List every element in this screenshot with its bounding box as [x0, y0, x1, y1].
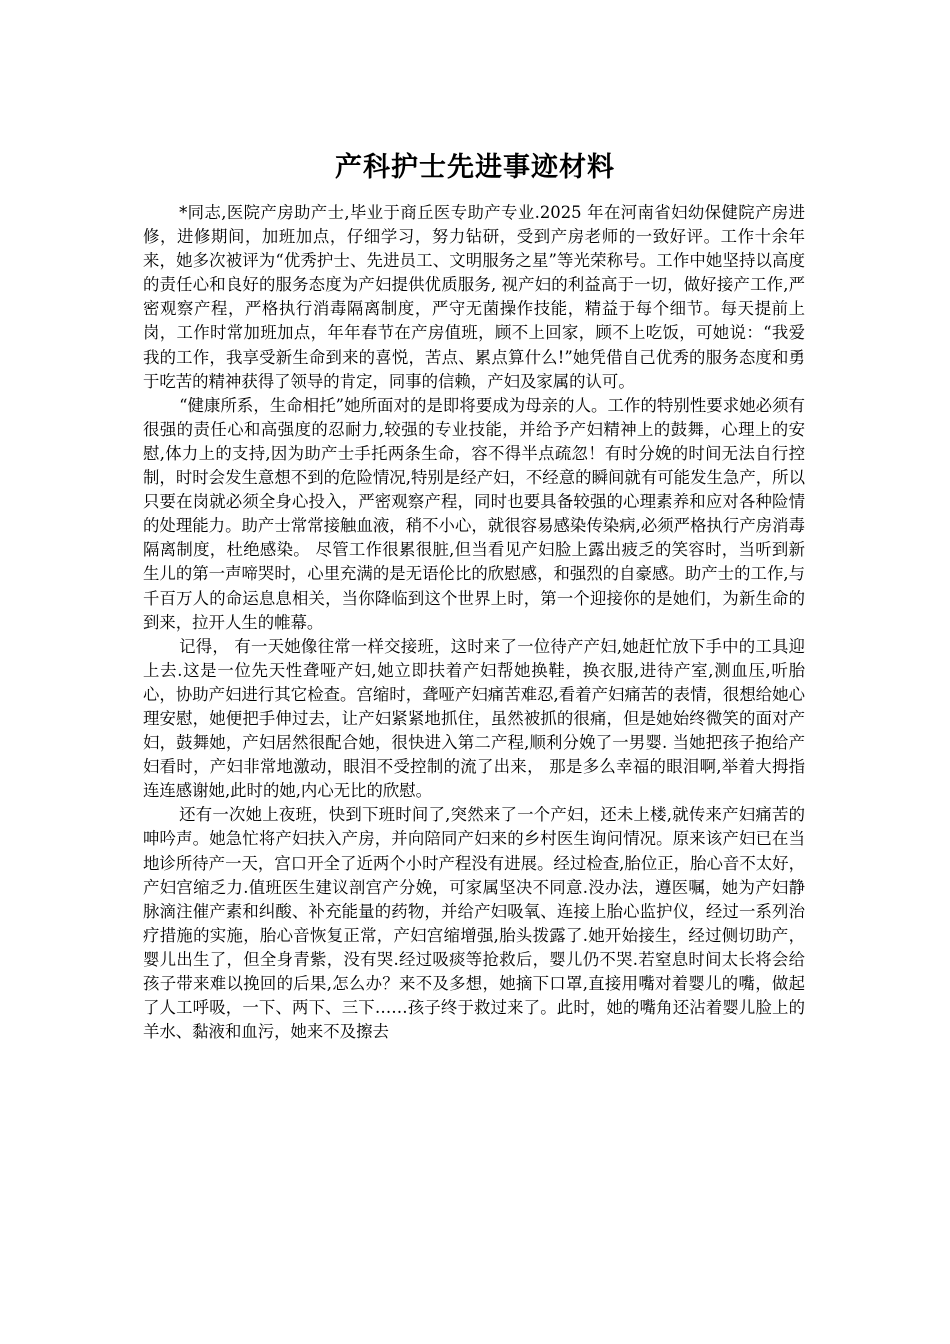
document-title: 产科护士先进事迹材料 — [335, 152, 615, 184]
document-body — [143, 201, 805, 1044]
paragraph-4: 还有一次她上夜班，快到下班时间了,突然来了一个产妇，还未上楼,就传来产妇痛苦的呻吟声。她急忙将产妇扶入产房，并向陪同产妇来的乡村医生询问情况。原来该产妇已在当地诊所待产一天，宫口开全了近两个小时产程没有进展。经过检查,胎位正，胎心音不太好，产妇宫缩乏力.值班医生建议剖宫产分娩，可家属坚决不同意.没办法，遵医嘱，她为产妇静脉滴注催产素和纠酸、补充能量的药物，并给产妇吸氧、连接上胎心监护仪，经过一系列治疗措施的实施，胎心音恢复正常，产妇宫缩增强,胎头拨露了.她开始接生，经过侧切助产，婴儿出生了，但全身青紫，没有哭.经过吸痰等抢救后，婴儿仍不哭.若窒息时间太长将会给孩子带来难以挽回的后果,怎么办？来不及多想，她摘下口罩,直接用嘴对着婴儿的嘴，做起了人工呼吸，一下、两下、三下……孩子终于救过来了。此时，她的嘴角还沾着婴儿脸上的羊水、黏液和血污，她来不及擦去 — [143, 805, 805, 1042]
paragraph-2: “健康所系，生命相托”她所面对的是即将要成为母亲的人。工作的特别性要求她必须有很强的责任心和高强度的忍耐力,较强的专业技能，并给予产妇精神上的鼓舞，心理上的安慰,体力上的支持,因为助产士手托两条生命，容不得半点疏忽！有时分娩的时间无法自行控制，时时会发生意想不到的危险情况,特别是经产妇，不经意的瞬间就有可能发生急产，所以只要在岗就必须全身心投入，严密观察产程，同时也要具备较强的心理素养和应对各种险情的处理能力。助产士常常接触血液，稍不小心，就很容易感染传染病,必须严格执行产房消毒隔离制度，杜绝感染。 尽管工作很累很脏,但当看见产妇脸上露出疲乏的笑容时，当听到新生儿的第一声啼哭时，心里充满的是无语伦比的欣慰感，和强烈的自豪感。助产士的工作,与千百万人的命运息息相关，当你降临到这个世界上时，第一个迎接你的是她们，为新生命的到来，拉开人生的帷幕。 — [143, 395, 805, 632]
paragraph-1: *同志,医院产房助产士,毕业于商丘医专助产专业.2025 年在河南省妇幼保健院产房进修，进修期间，加班加点，仔细学习，努力钻研，受到产房老师的一致好评。工作十余年来，她多次被评为“优秀护士、先进员工、文明服务之星”等光荣称号。工作中她坚持以高度的责任心和良好的服务态度为产妇提供优质服务, 视产妇的利益高于一切，做好接产工作,严密观察产程，严格执行消毒隔离制度，严守无菌操作技能，精益于每个细节。每天提前上岗，工作时常加班加点，年年春节在产房值班，顾不上回家，顾不上吃饭，可她说：“我爱我的工作，我享受新生命到来的喜悦，苦点、累点算什么!”她凭借自己优秀的服务态度和勇于吃苦的精神获得了领导的肯定，同事的信赖，产妇及家属的认可。 — [143, 203, 805, 391]
paragraph-3: 记得， 有一天她像往常一样交接班，这时来了一位待产产妇,她赶忙放下手中的工具迎上去.这是一位先天性聋哑产妇,她立即扶着产妇帮她换鞋，换衣服,进待产室,测血压,听胎心，协助产妇进行其它检查。宫缩时，聋哑产妇痛苦难忍,看着产妇痛苦的表情，很想给她心理安慰，她便把手伸过去，让产妇紧紧地抓住，虽然被抓的很痛，但是她始终微笑的面对产妇，鼓舞她，产妇居然很配合她，很快进入第二产程,顺利分娩了一男婴. 当她把孩子抱给产妇看时，产妇非常地激动，眼泪不受控制的流了出来， 那是多么幸福的眼泪啊,举着大拇指连连感谢她,此时的她,内心无比的欣慰。 — [143, 636, 805, 801]
